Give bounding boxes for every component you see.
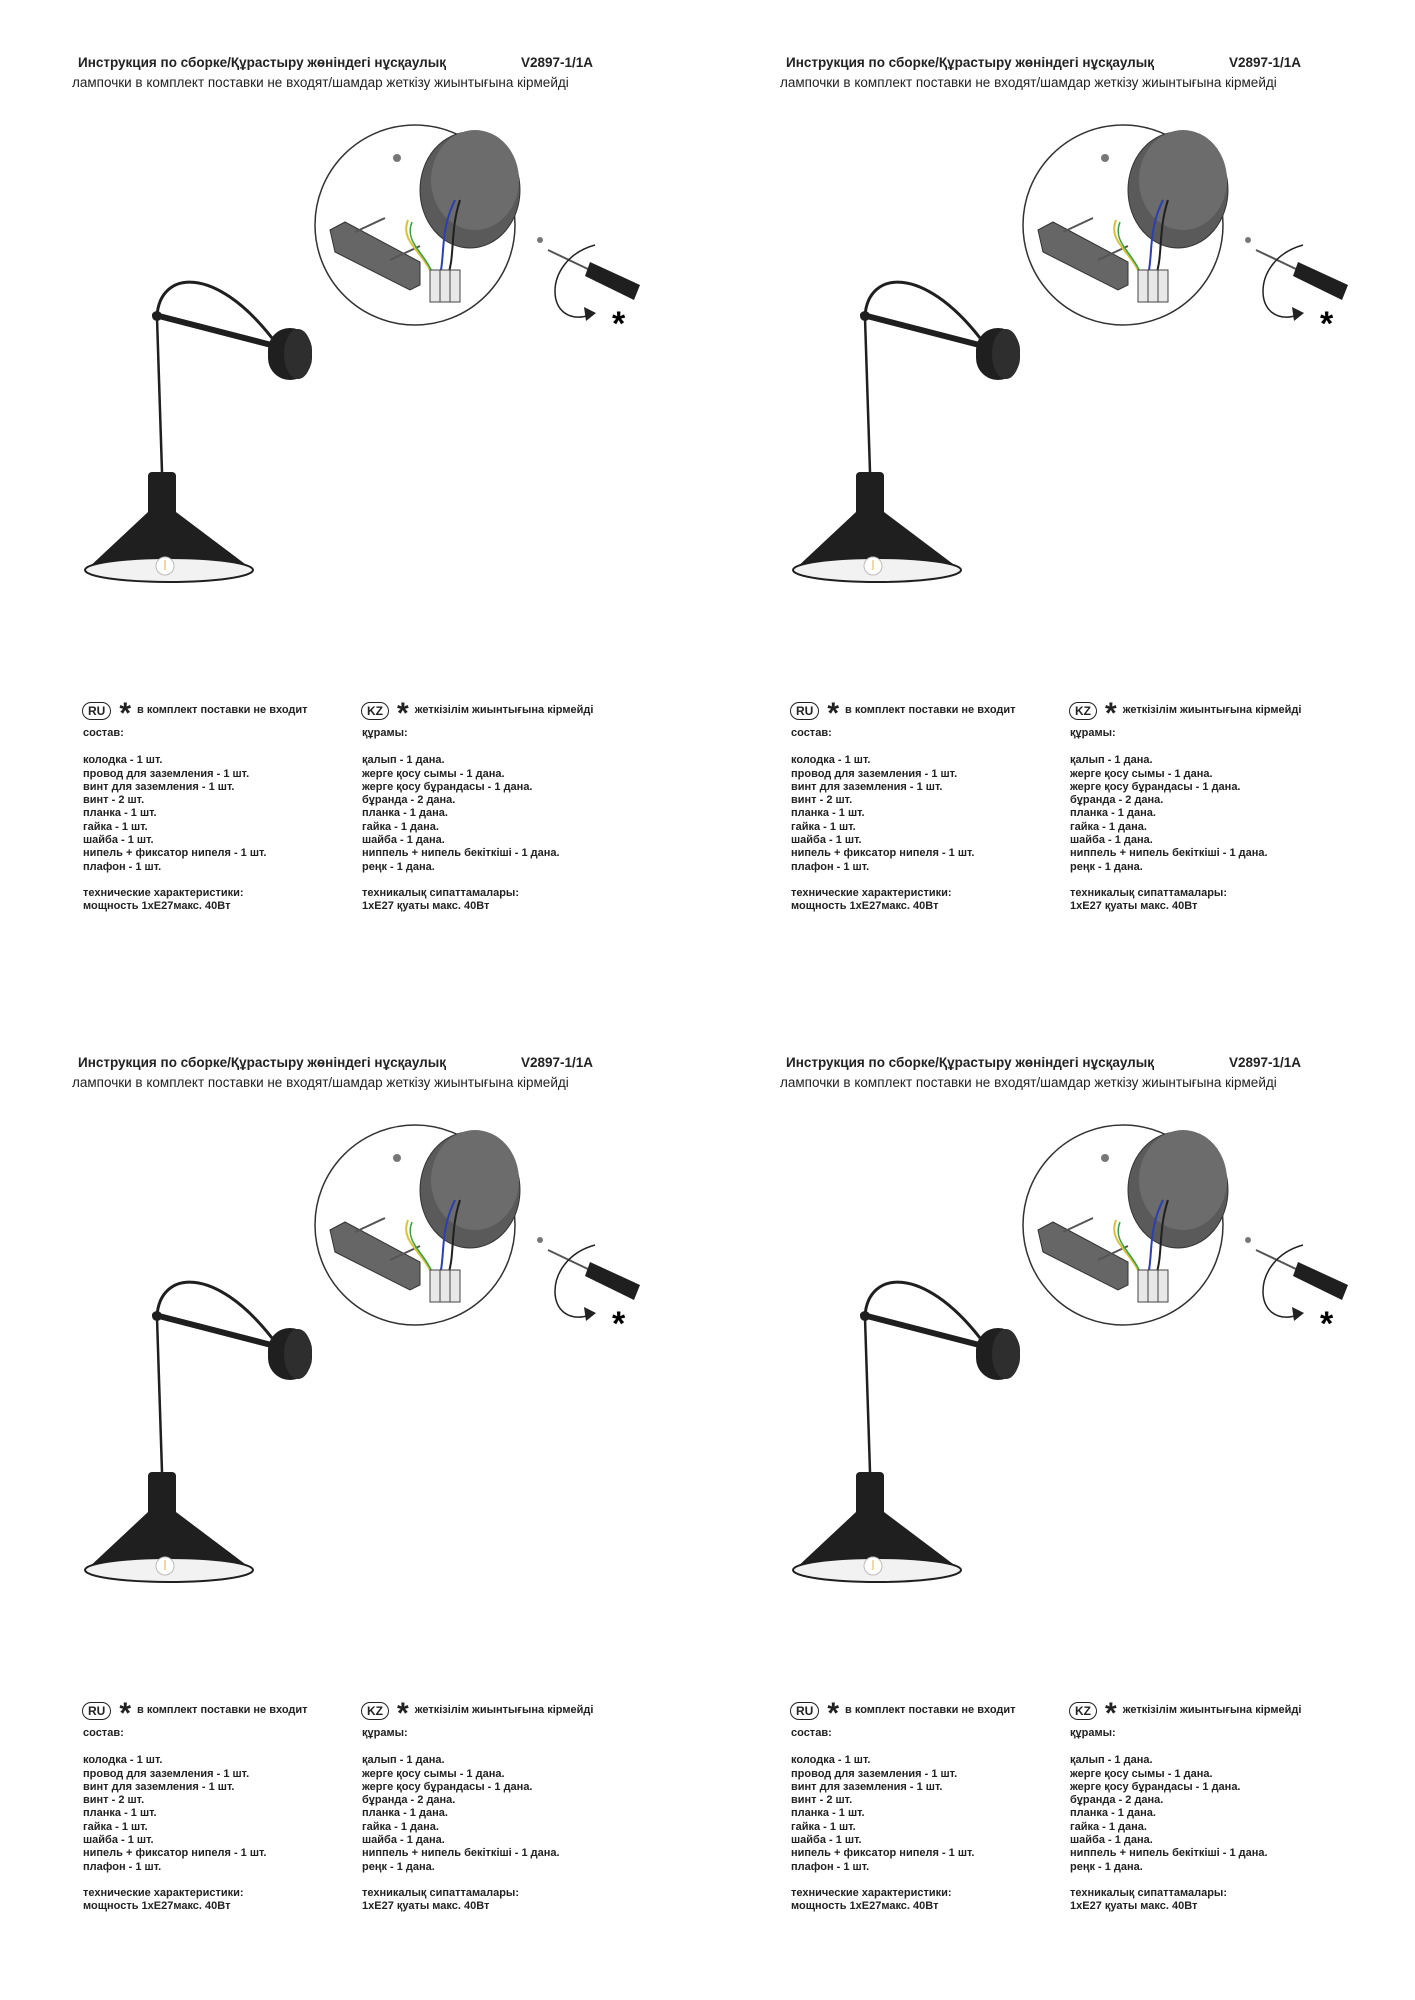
model-number: V2897-1/1A (521, 55, 594, 70)
sheet-title: Инструкция по сборке/Құрастыру жөніндегі нұсқаулық (786, 1055, 1155, 1070)
kz-specs-label: техникалық сипаттамалары: (362, 1886, 519, 1899)
ru-language-badge: RU (790, 702, 819, 720)
ru-section (791, 1697, 1016, 1914)
ru-specs-value: мощность 1хЕ27макс. 40Вт (791, 1900, 939, 1913)
list-item: нипель + фиксатор нипеля - 1 шт. (791, 1847, 975, 1860)
kz-language-badge: KZ (1069, 1702, 1097, 1720)
list-item: жерге қосу бұрандасы - 1 дана. (362, 1780, 533, 1793)
kz-specs-value: 1хЕ27 қуаты макс. 40Вт (1070, 900, 1198, 913)
list-item: жерге қосу сымы - 1 дана. (362, 767, 505, 780)
kz-specs-label: техникалық сипаттамалары: (1070, 1886, 1227, 1899)
mounting-detail-diagram (1023, 125, 1348, 325)
list-item: шайба - 1 дана. (362, 1834, 445, 1847)
kz-language-badge: KZ (1069, 702, 1097, 720)
list-item: плафон - 1 шт. (791, 860, 870, 873)
ru-contents-label: состав: (791, 727, 832, 739)
list-item: гайка - 1 дана. (362, 820, 439, 833)
ru-items-list (83, 1754, 308, 1874)
list-item: шайба - 1 шт. (791, 1834, 862, 1847)
list-item: шайба - 1 шт. (83, 834, 154, 847)
list-item: қалып - 1 дана. (1070, 754, 1153, 767)
list-item: жерге қосу сымы - 1 дана. (1070, 1767, 1213, 1780)
list-item: жерге қосу бұрандасы - 1 дана. (1070, 780, 1241, 793)
ru-not-included-note: в комплект поставки не входит (137, 1704, 308, 1717)
kz-contents-label: құрамы: (362, 727, 408, 739)
lamp-assembly-illustration (708, 0, 1415, 640)
list-item: винт для заземления - 1 шт. (791, 780, 943, 793)
wall-lamp-image (793, 282, 1020, 582)
kz-specs-value: 1хЕ27 қуаты макс. 40Вт (362, 900, 490, 913)
ru-star: * (827, 1697, 840, 1730)
lamp-assembly-illustration (0, 0, 707, 640)
kz-items-list (362, 754, 593, 874)
list-item: колодка - 1 шт. (791, 1754, 871, 1767)
ru-specs-value: мощность 1хЕ27макс. 40Вт (83, 1900, 231, 1913)
kz-contents-label: құрамы: (362, 1727, 408, 1739)
model-number: V2897-1/1A (1229, 55, 1302, 70)
list-item: қалып - 1 дана. (1070, 1754, 1153, 1767)
list-item: планка - 1 шт. (791, 807, 865, 820)
ru-language-badge: RU (82, 702, 111, 720)
kz-star: * (1105, 1697, 1117, 1730)
ru-specs-label: технические характеристики: (791, 886, 952, 899)
list-item: шайба - 1 шт. (791, 834, 862, 847)
ru-contents-label: состав: (791, 1727, 832, 1739)
instruction-sheet (0, 0, 707, 1000)
sheet-title: Инструкция по сборке/Құрастыру жөніндегі нұсқаулық (78, 1055, 447, 1070)
kz-specs-label: техникалық сипаттамалары: (1070, 886, 1227, 899)
ru-star: * (827, 697, 840, 730)
not-included-star: * (612, 1305, 626, 1343)
wall-lamp-image (85, 282, 312, 582)
ru-section (791, 697, 1016, 914)
ru-language-badge: RU (790, 1702, 819, 1720)
list-item: провод для заземления - 1 шт. (83, 767, 250, 780)
ru-not-included-note: в комплект поставки не входит (845, 1704, 1016, 1717)
ru-items-list (791, 1754, 1016, 1874)
ru-contents-label: состав: (83, 1727, 124, 1739)
kz-items-list (362, 1754, 593, 1874)
list-item: нипель + фиксатор нипеля - 1 шт. (83, 847, 267, 860)
list-item: қалып - 1 дана. (362, 754, 445, 767)
kz-not-included-note: жеткізілім жиынтығына кірмейді (1122, 1704, 1302, 1717)
kz-section (362, 697, 594, 914)
list-item: ниппель + нипель бекіткіші - 1 дана. (362, 1847, 560, 1860)
kz-specs-value: 1хЕ27 қуаты макс. 40Вт (362, 1900, 490, 1913)
kz-items-list (1070, 754, 1301, 874)
kz-section (1070, 697, 1302, 914)
kz-items-list (1070, 1754, 1301, 1874)
list-item: винт для заземления - 1 шт. (83, 1780, 235, 1793)
list-item: шайба - 1 дана. (1070, 1834, 1153, 1847)
list-item: планка - 1 дана. (362, 807, 448, 820)
lamp-assembly-illustration (708, 1000, 1415, 1640)
ru-star: * (119, 697, 132, 730)
list-item: провод для заземления - 1 шт. (83, 1767, 250, 1780)
list-item: винт для заземления - 1 шт. (791, 1780, 943, 1793)
list-item: реңк - 1 дана. (1070, 860, 1143, 873)
kz-section (1070, 1697, 1302, 1914)
kz-not-included-note: жеткізілім жиынтығына кірмейді (1122, 704, 1302, 717)
lamp-assembly-illustration (0, 1000, 707, 1640)
ru-specs-value: мощность 1хЕ27макс. 40Вт (83, 900, 231, 913)
kz-star: * (1105, 697, 1117, 730)
list-item: плафон - 1 шт. (83, 1860, 162, 1873)
kz-not-included-note: жеткізілім жиынтығына кірмейді (414, 704, 594, 717)
list-item: қалып - 1 дана. (362, 1754, 445, 1767)
mounting-detail-diagram (315, 1125, 640, 1325)
kz-specs (1070, 887, 1301, 914)
kz-language-badge: KZ (361, 702, 389, 720)
list-item: планка - 1 дана. (362, 1807, 448, 1820)
kz-not-included-note: жеткізілім жиынтығына кірмейді (414, 1704, 594, 1717)
ru-section (83, 697, 308, 914)
ru-items-list (83, 754, 308, 874)
list-item: жерге қосу сымы - 1 дана. (362, 1767, 505, 1780)
list-item: планка - 1 дана. (1070, 807, 1156, 820)
wall-lamp-image (793, 1282, 1020, 1582)
list-item: винт - 2 шт. (83, 1794, 145, 1807)
list-item: винт - 2 шт. (791, 1794, 853, 1807)
list-item: шайба - 1 дана. (362, 834, 445, 847)
list-item: шайба - 1 дана. (1070, 834, 1153, 847)
list-item: плафон - 1 шт. (83, 860, 162, 873)
list-item: реңк - 1 дана. (1070, 1860, 1143, 1873)
ru-specs (791, 1887, 1016, 1914)
sheet-title: Инструкция по сборке/Құрастыру жөніндегі нұсқаулық (78, 55, 447, 70)
list-item: бұранда - 2 дана. (1070, 1794, 1164, 1807)
ru-language-badge: RU (82, 1702, 111, 1720)
not-included-star: * (612, 305, 626, 343)
ru-items-list (791, 754, 1016, 874)
kz-specs (362, 1887, 593, 1914)
ru-specs-label: технические характеристики: (791, 1886, 952, 1899)
kz-specs-label: техникалық сипаттамалары: (362, 886, 519, 899)
model-number: V2897-1/1A (1229, 1055, 1302, 1070)
list-item: нипель + фиксатор нипеля - 1 шт. (83, 1847, 267, 1860)
list-item: колодка - 1 шт. (83, 754, 163, 767)
list-item: гайка - 1 дана. (362, 1820, 439, 1833)
bulbs-note: лампочки в комплект поставки не входят/шамдар жеткізу жиынтығына кірмейді (72, 1075, 569, 1090)
list-item: жерге қосу сымы - 1 дана. (1070, 767, 1213, 780)
bulbs-note: лампочки в комплект поставки не входят/шамдар жеткізу жиынтығына кірмейді (72, 75, 569, 90)
ru-specs-value: мощность 1хЕ27макс. 40Вт (791, 900, 939, 913)
list-item: гайка - 1 дана. (1070, 1820, 1147, 1833)
list-item: винт - 2 шт. (83, 794, 145, 807)
ru-specs (83, 887, 308, 914)
bulbs-note: лампочки в комплект поставки не входят/шамдар жеткізу жиынтығына кірмейді (780, 75, 1277, 90)
list-item: планка - 1 шт. (83, 807, 157, 820)
list-item: гайка - 1 дана. (1070, 820, 1147, 833)
list-item: жерге қосу бұрандасы - 1 дана. (362, 780, 533, 793)
ru-specs-label: технические характеристики: (83, 1886, 244, 1899)
ru-not-included-note: в комплект поставки не входит (137, 704, 308, 717)
list-item: шайба - 1 шт. (83, 1834, 154, 1847)
list-item: нипель + фиксатор нипеля - 1 шт. (791, 847, 975, 860)
list-item: планка - 1 шт. (791, 1807, 865, 1820)
kz-language-badge: KZ (361, 1702, 389, 1720)
bulbs-note: лампочки в комплект поставки не входят/шамдар жеткізу жиынтығына кірмейді (780, 1075, 1277, 1090)
not-included-star: * (1320, 305, 1334, 343)
not-included-star: * (1320, 1305, 1334, 1343)
list-item: гайка - 1 шт. (83, 1820, 148, 1833)
list-item: ниппель + нипель бекіткіші - 1 дана. (1070, 1847, 1268, 1860)
kz-star: * (397, 1697, 409, 1730)
list-item: реңк - 1 дана. (362, 1860, 435, 1873)
ru-specs-label: технические характеристики: (83, 886, 244, 899)
list-item: ниппель + нипель бекіткіші - 1 дана. (1070, 847, 1268, 860)
ru-specs (791, 887, 1016, 914)
list-item: гайка - 1 шт. (791, 820, 856, 833)
list-item: планка - 1 шт. (83, 1807, 157, 1820)
list-item: гайка - 1 шт. (83, 820, 148, 833)
kz-star: * (397, 697, 409, 730)
kz-section (362, 1697, 594, 1914)
mounting-detail-diagram (315, 125, 640, 325)
instruction-sheet (0, 1000, 707, 2000)
list-item: ниппель + нипель бекіткіші - 1 дана. (362, 847, 560, 860)
ru-star: * (119, 1697, 132, 1730)
ru-not-included-note: в комплект поставки не входит (845, 704, 1016, 717)
instruction-sheet (708, 0, 1415, 1000)
instruction-sheet (708, 1000, 1415, 2000)
kz-specs-value: 1хЕ27 қуаты макс. 40Вт (1070, 1900, 1198, 1913)
list-item: реңк - 1 дана. (362, 860, 435, 873)
list-item: винт - 2 шт. (791, 794, 853, 807)
list-item: бұранда - 2 дана. (362, 794, 456, 807)
wall-lamp-image (85, 1282, 312, 1582)
kz-specs (362, 887, 593, 914)
kz-contents-label: құрамы: (1070, 727, 1116, 739)
list-item: гайка - 1 шт. (791, 1820, 856, 1833)
ru-section (83, 1697, 308, 1914)
list-item: колодка - 1 шт. (83, 1754, 163, 1767)
list-item: планка - 1 дана. (1070, 1807, 1156, 1820)
sheet-title: Инструкция по сборке/Құрастыру жөніндегі нұсқаулық (786, 55, 1155, 70)
model-number: V2897-1/1A (521, 1055, 594, 1070)
list-item: провод для заземления - 1 шт. (791, 767, 958, 780)
ru-specs (83, 1887, 308, 1914)
mounting-detail-diagram (1023, 1125, 1348, 1325)
list-item: винт для заземления - 1 шт. (83, 780, 235, 793)
list-item: плафон - 1 шт. (791, 1860, 870, 1873)
list-item: колодка - 1 шт. (791, 754, 871, 767)
kz-specs (1070, 1887, 1301, 1914)
list-item: провод для заземления - 1 шт. (791, 1767, 958, 1780)
list-item: бұранда - 2 дана. (362, 1794, 456, 1807)
list-item: жерге қосу бұрандасы - 1 дана. (1070, 1780, 1241, 1793)
kz-contents-label: құрамы: (1070, 1727, 1116, 1739)
ru-contents-label: состав: (83, 727, 124, 739)
list-item: бұранда - 2 дана. (1070, 794, 1164, 807)
